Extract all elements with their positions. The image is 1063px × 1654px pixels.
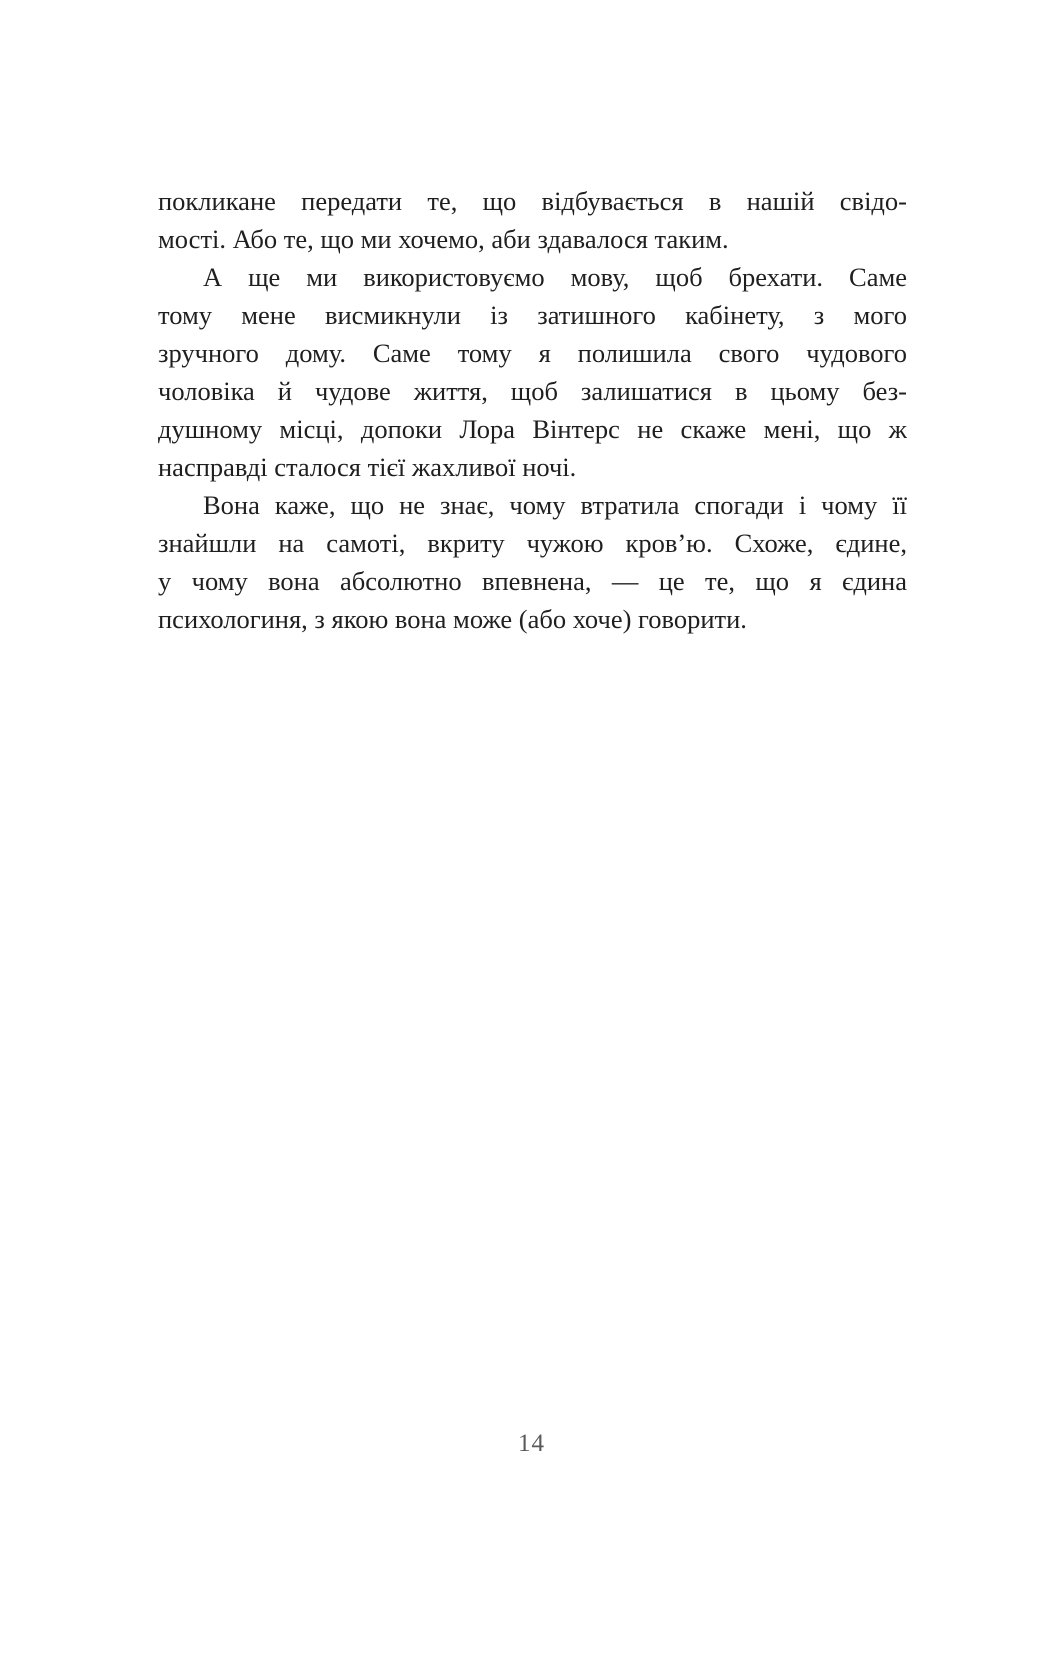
text-line: А ще ми використовуємо мову, щоб брехати. Саме <box>203 262 907 292</box>
paragraph-indented <box>158 258 907 486</box>
text-line: тому мене висмикнули із затишного кабінету, з мого <box>158 300 907 330</box>
text-line: Вона каже, що не знає, чому втратила спогади і чому її <box>203 490 907 520</box>
paragraph <box>158 182 907 258</box>
text-line: зручного дому. Саме тому я полишила свого чудового <box>158 338 907 368</box>
text-line: чоловіка й чудове життя, щоб залишатися в цьому без- <box>158 376 907 406</box>
text-line: знайшли на самоті, вкриту чужою кров’ю. Схоже, єдине, <box>158 528 907 558</box>
text-line: душному місці, допоки Лора Вінтерс не скаже мені, що ж <box>158 414 907 444</box>
text-line: насправді сталося тієї жахливої ночі. <box>158 452 577 482</box>
text-block <box>158 182 907 638</box>
page-number: 14 <box>518 1430 545 1457</box>
text-line: у чому вона абсолютно впевнена, — це те, що я єдина <box>158 566 907 596</box>
paragraph-indented <box>158 486 907 638</box>
text-line: мості. Або те, що ми хочемо, аби здавалося таким. <box>158 224 729 254</box>
text-line: покликане передати те, що відбувається в нашій свідо- <box>158 186 907 216</box>
text-line: психологиня, з якою вона може (або хоче) говорити. <box>158 604 747 634</box>
